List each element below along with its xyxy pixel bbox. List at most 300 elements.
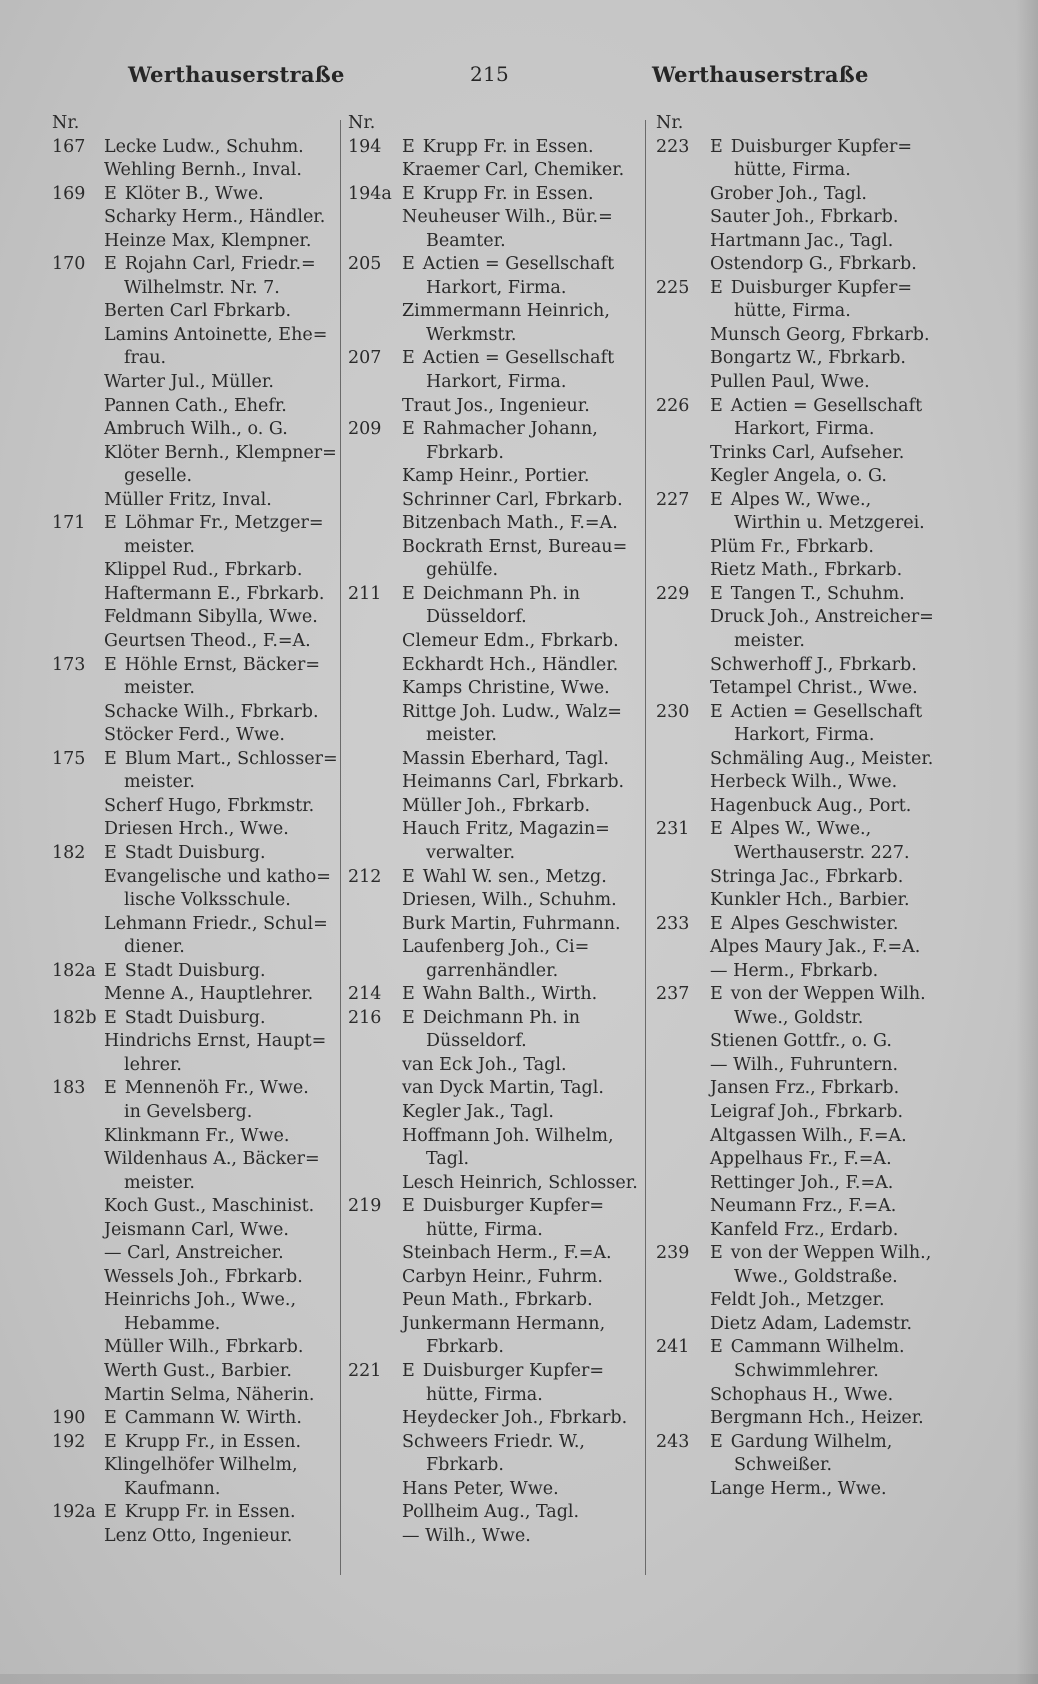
resident-text: Düsseldorf. [426, 607, 527, 628]
resident-line [656, 183, 956, 207]
resident-line [656, 1219, 956, 1243]
resident-line [52, 795, 344, 819]
resident-text: Pullen Paul, Wwe. [710, 372, 870, 393]
house-number: 182a [52, 960, 96, 981]
resident-text: Werkmstr. [426, 324, 517, 345]
owner-marker: E [104, 254, 117, 275]
resident-line [52, 630, 344, 654]
owner-marker: E [710, 1431, 723, 1452]
house-number: 205 [348, 254, 382, 275]
house-entry [656, 1336, 956, 1360]
owner-marker: E [402, 1360, 415, 1381]
house-entry [52, 1431, 344, 1455]
resident-text: Haftermann E., Fbrkarb. [104, 583, 325, 604]
resident-text: Neumann Frz., F.=A. [710, 1196, 897, 1217]
resident-line [656, 1478, 956, 1502]
house-entry [656, 136, 956, 160]
resident-line [656, 1148, 956, 1172]
resident-line [348, 1501, 646, 1525]
resident-text: Bitzenbach Math., F.=A. [402, 513, 618, 534]
resident-text: Cammann W. Wirth. [124, 1408, 302, 1429]
resident-text: Klöter B., Wwe. [124, 183, 264, 204]
resident-text: Alpes W., Wwe., [730, 819, 872, 840]
house-entry [52, 960, 344, 984]
continuation-line [348, 1454, 646, 1478]
resident-line [656, 1125, 956, 1149]
resident-text: lische Volksschule. [124, 890, 291, 911]
house-entry [656, 1431, 956, 1455]
resident-line [52, 230, 344, 254]
resident-line [52, 1336, 344, 1360]
owner-marker: E [710, 395, 723, 416]
resident-text: Fbrkarb. [426, 1337, 504, 1358]
resident-text: Kraemer Carl, Chemiker. [402, 160, 625, 181]
house-number: 190 [52, 1408, 86, 1429]
resident-text: hütte, Firma. [734, 160, 851, 181]
resident-line [52, 606, 344, 630]
page-number: 215 [470, 62, 510, 86]
house-number: 226 [656, 395, 690, 416]
house-number: 194a [348, 183, 392, 204]
resident-line [348, 1266, 646, 1290]
house-number: 229 [656, 583, 690, 604]
resident-text: Sauter Joh., Fbrkarb. [710, 207, 899, 228]
resident-text: Laufenberg Joh., Ci= [402, 937, 590, 958]
resident-line [52, 206, 344, 230]
continuation-line [52, 1101, 344, 1125]
house-number: 225 [656, 277, 690, 298]
resident-text: Hoffmann Joh. Wilhelm, [402, 1125, 614, 1146]
resident-line [656, 1195, 956, 1219]
resident-text: Ambruch Wilh., o. G. [104, 419, 288, 440]
owner-marker: E [710, 489, 723, 510]
continuation-line [348, 371, 646, 395]
house-entry [656, 913, 956, 937]
resident-line [52, 1360, 344, 1384]
resident-text: Driesen, Wilh., Schuhm. [402, 890, 617, 911]
owner-marker: E [402, 183, 415, 204]
house-entry [52, 654, 344, 678]
owner-marker: E [710, 136, 723, 157]
column-middle [348, 112, 646, 1548]
resident-text: Wehling Bernh., Inval. [104, 160, 302, 181]
resident-text: Stringa Jac., Fbrkarb. [710, 866, 904, 887]
resident-text: Schweißer. [734, 1455, 833, 1476]
house-entry [348, 583, 646, 607]
resident-text: Hagenbuck Aug., Port. [710, 795, 912, 816]
house-number: 170 [52, 254, 86, 275]
house-number: 221 [348, 1360, 382, 1381]
resident-text: Lehmann Friedr., Schul= [104, 913, 328, 934]
resident-text: Höhle Ernst, Bäcker= [124, 654, 320, 675]
resident-line [656, 347, 956, 371]
house-number: 214 [348, 984, 382, 1005]
resident-text: Harkort, Firma. [734, 725, 875, 746]
resident-text: Lecke Ludw., Schuhm. [104, 136, 304, 157]
column-nr-label: Nr. [656, 113, 684, 133]
resident-text: Harkort, Firma. [426, 372, 567, 393]
resident-text: Blum Mart., Schlosser= [124, 748, 338, 769]
resident-text: hütte, Firma. [426, 1219, 543, 1240]
resident-text: Kamps Christine, Wwe. [402, 678, 610, 699]
resident-text: Leigraf Joh., Fbrkarb. [710, 1101, 904, 1122]
resident-line [52, 866, 344, 890]
house-number: 239 [656, 1243, 690, 1264]
resident-line [52, 559, 344, 583]
continuation-line [52, 677, 344, 701]
resident-text: Hauch Fritz, Magazin= [402, 819, 610, 840]
resident-text: Actien = Gesellschaft [422, 254, 615, 275]
resident-line [348, 1125, 646, 1149]
resident-text: Lamins Antoinette, Ehe= [104, 324, 328, 345]
resident-text: Krupp Fr. in Essen. [422, 136, 594, 157]
house-number: 237 [656, 984, 690, 1005]
resident-line [348, 630, 646, 654]
continuation-line [348, 1384, 646, 1408]
resident-line [52, 1384, 344, 1408]
resident-line [348, 536, 646, 560]
resident-text: Berten Carl Fbrkarb. [104, 301, 292, 322]
house-number: 169 [52, 183, 86, 204]
resident-line [348, 1172, 646, 1196]
resident-line [52, 583, 344, 607]
resident-text: meister. [426, 725, 497, 746]
resident-line [656, 442, 956, 466]
house-entry [52, 1407, 344, 1431]
owner-marker: E [104, 183, 117, 204]
resident-line [52, 1195, 344, 1219]
resident-text: Hans Peter, Wwe. [402, 1478, 559, 1499]
resident-text: Krupp Fr. in Essen. [124, 1502, 296, 1523]
owner-marker: E [402, 984, 415, 1005]
continuation-line [52, 277, 344, 301]
house-entry [52, 1077, 344, 1101]
resident-text: Schacke Wilh., Fbrkarb. [104, 701, 319, 722]
house-number: 227 [656, 489, 690, 510]
owner-marker: E [710, 913, 723, 934]
house-number: 192 [52, 1431, 86, 1452]
resident-text: Heinrichs Joh., Wwe., [104, 1290, 297, 1311]
continuation-line [52, 465, 344, 489]
resident-text: Schophaus H., Wwe. [710, 1384, 894, 1405]
resident-line [656, 960, 956, 984]
resident-text: — Herm., Fbrkarb. [710, 960, 879, 981]
resident-text: Rojahn Carl, Friedr.= [124, 254, 316, 275]
resident-text: Alpes W., Wwe., [730, 489, 872, 510]
owner-marker: E [710, 819, 723, 840]
resident-line [656, 1289, 956, 1313]
continuation-line [52, 1478, 344, 1502]
continuation-line [656, 1360, 956, 1384]
resident-line [348, 701, 646, 725]
continuation-line [348, 960, 646, 984]
house-entry [348, 183, 646, 207]
house-entry [348, 253, 646, 277]
resident-line [656, 536, 956, 560]
resident-text: Wahn Balth., Wirth. [422, 984, 598, 1005]
resident-line [52, 1125, 344, 1149]
continuation-line [656, 1266, 956, 1290]
continuation-line [52, 536, 344, 560]
resident-line [656, 1054, 956, 1078]
resident-line [52, 300, 344, 324]
resident-line [656, 324, 956, 348]
continuation-line [348, 1219, 646, 1243]
resident-text: hütte, Firma. [734, 301, 851, 322]
house-entry [52, 748, 344, 772]
resident-text: Altgassen Wilh., F.=A. [710, 1125, 907, 1146]
resident-text: Grober Joh., Tagl. [710, 183, 867, 204]
resident-text: Klingelhöfer Wilhelm, [104, 1455, 298, 1476]
resident-text: Kunkler Hch., Barbier. [710, 890, 910, 911]
resident-line [52, 913, 344, 937]
owner-marker: E [402, 866, 415, 887]
resident-text: verwalter. [426, 842, 516, 863]
resident-line [52, 983, 344, 1007]
resident-text: Actien = Gesellschaft [730, 701, 923, 722]
owner-marker: E [104, 1408, 117, 1429]
resident-text: meister. [124, 678, 195, 699]
resident-text: Hindrichs Ernst, Haupt= [104, 1031, 327, 1052]
owner-marker: E [402, 419, 415, 440]
resident-text: Clemeur Edm., Fbrkarb. [402, 631, 619, 652]
house-number: 211 [348, 583, 382, 604]
resident-text: Lesch Heinrich, Schlosser. [402, 1172, 638, 1193]
resident-text: Harkort, Firma. [734, 419, 875, 440]
resident-text: Wwe., Goldstr. [734, 1007, 864, 1028]
continuation-line [656, 1007, 956, 1031]
resident-line [52, 1242, 344, 1266]
owner-marker: E [402, 583, 415, 604]
resident-text: Beamter. [426, 230, 506, 251]
running-head-right: Werthauserstraße [652, 62, 869, 87]
resident-line [348, 1313, 646, 1337]
resident-text: Bergmann Hch., Heizer. [710, 1408, 924, 1429]
resident-text: Actien = Gesellschaft [730, 395, 923, 416]
resident-text: — Carl, Anstreicher. [104, 1243, 284, 1264]
resident-text: Werthauserstr. 227. [734, 842, 910, 863]
resident-text: Koch Gust., Maschinist. [104, 1196, 315, 1217]
resident-text: Krupp Fr. in Essen. [422, 183, 594, 204]
resident-line [348, 913, 646, 937]
resident-text: Jeismann Carl, Wwe. [104, 1219, 289, 1240]
resident-text: Neuheuser Wilh., Bür.= [402, 207, 613, 228]
resident-line [656, 1172, 956, 1196]
resident-line [52, 395, 344, 419]
house-entry [348, 418, 646, 442]
resident-text: Ostendorp G., Fbrkarb. [710, 254, 917, 275]
resident-text: Fbrkarb. [426, 442, 504, 463]
resident-text: Stienen Gottfr., o. G. [710, 1031, 892, 1052]
continuation-line [348, 1030, 646, 1054]
resident-line [52, 418, 344, 442]
owner-marker: E [402, 254, 415, 275]
continuation-line [656, 842, 956, 866]
resident-text: Druck Joh., Anstreicher= [710, 607, 934, 628]
resident-text: Hartmann Jac., Tagl. [710, 230, 894, 251]
owner-marker: E [710, 1337, 723, 1358]
continuation-line [656, 1454, 956, 1478]
owner-marker: E [710, 984, 723, 1005]
resident-text: Wessels Joh., Fbrkarb. [104, 1266, 303, 1287]
resident-text: Klöter Bernh., Klempner= [104, 442, 337, 463]
resident-text: Tetampel Christ., Wwe. [710, 678, 918, 699]
resident-line [52, 159, 344, 183]
resident-text: Feldt Joh., Metzger. [710, 1290, 885, 1311]
resident-text: Krupp Fr., in Essen. [124, 1431, 302, 1452]
house-entry [52, 183, 344, 207]
resident-text: Schwerhoff J., Fbrkarb. [710, 654, 917, 675]
resident-text: Lenz Otto, Ingenieur. [104, 1525, 293, 1546]
resident-text: Plüm Fr., Fbrkarb. [710, 536, 874, 557]
owner-marker: E [104, 1078, 117, 1099]
running-head-left: Werthauserstraße [128, 62, 345, 87]
resident-text: — Wilh., Fuhruntern. [710, 1054, 899, 1075]
resident-line [656, 771, 956, 795]
resident-text: Dietz Adam, Lademstr. [710, 1313, 913, 1334]
house-entry [52, 1501, 344, 1525]
resident-text: geselle. [124, 466, 193, 487]
owner-marker: E [710, 277, 723, 298]
resident-text: Appelhaus Fr., F.=A. [710, 1149, 892, 1170]
owner-marker: E [104, 960, 117, 981]
resident-text: Munsch Georg, Fbrkarb. [710, 324, 930, 345]
resident-text: Schweers Friedr. W., [402, 1431, 585, 1452]
resident-text: meister. [124, 1172, 195, 1193]
resident-text: Deichmann Ph. in [422, 1007, 581, 1028]
resident-line [348, 936, 646, 960]
resident-line [52, 1266, 344, 1290]
owner-marker: E [104, 1431, 117, 1452]
resident-text: Müller Wilh., Fbrkarb. [104, 1337, 304, 1358]
resident-line [52, 1454, 344, 1478]
resident-line [348, 159, 646, 183]
continuation-line [348, 559, 646, 583]
resident-line [656, 1030, 956, 1054]
house-entry [52, 253, 344, 277]
column-nr-label: Nr. [348, 113, 376, 133]
resident-line [656, 1384, 956, 1408]
continuation-line [656, 724, 956, 748]
continuation-line [52, 1054, 344, 1078]
resident-text: Schrinner Carl, Fbrkarb. [402, 489, 623, 510]
resident-text: Duisburger Kupfer= [422, 1196, 605, 1217]
resident-text: Wilhelmstr. Nr. 7. [124, 277, 280, 298]
resident-text: Burk Martin, Fuhrmann. [402, 913, 621, 934]
resident-text: Heydecker Joh., Fbrkarb. [402, 1408, 628, 1429]
resident-text: Stadt Duisburg. [124, 960, 266, 981]
resident-line [348, 489, 646, 513]
resident-text: hütte, Firma. [426, 1384, 543, 1405]
continuation-line [348, 1336, 646, 1360]
resident-text: Scherf Hugo, Fbrkmstr. [104, 795, 315, 816]
house-entry [656, 818, 956, 842]
resident-line [348, 889, 646, 913]
resident-text: Scharky Herm., Händler. [104, 207, 326, 228]
resident-text: Junkermann Hermann, [402, 1313, 606, 1334]
resident-text: Wildenhaus A., Bäcker= [104, 1149, 320, 1170]
resident-line [348, 654, 646, 678]
resident-text: in Gevelsberg. [124, 1101, 253, 1122]
house-number: 175 [52, 748, 86, 769]
house-number: 219 [348, 1196, 382, 1217]
resident-text: Deichmann Ph. in [422, 583, 581, 604]
house-number: 241 [656, 1337, 690, 1358]
resident-line [656, 889, 956, 913]
resident-text: Lange Herm., Wwe. [710, 1478, 887, 1499]
resident-text: Tangen T., Schuhm. [730, 583, 905, 604]
resident-line [52, 1148, 344, 1172]
resident-text: Feldmann Sibylla, Wwe. [104, 607, 318, 628]
resident-text: Peun Math., Fbrkarb. [402, 1290, 593, 1311]
resident-line [348, 1289, 646, 1313]
continuation-line [348, 842, 646, 866]
resident-line [656, 677, 956, 701]
house-number: 192a [52, 1502, 96, 1523]
resident-line [52, 324, 344, 348]
resident-text: Pannen Cath., Ehefr. [104, 395, 287, 416]
resident-text: frau. [124, 348, 167, 369]
page-bottom-shadow [0, 1674, 1038, 1684]
resident-text: Klinkmann Fr., Wwe. [104, 1125, 290, 1146]
resident-text: Geurtsen Theod., F.=A. [104, 631, 311, 652]
house-number: 194 [348, 136, 382, 157]
resident-text: Heinze Max, Klempner. [104, 230, 312, 251]
owner-marker: E [104, 1007, 117, 1028]
resident-text: Fbrkarb. [426, 1455, 504, 1476]
resident-text: Alpes Geschwister. [730, 913, 899, 934]
column-left [52, 112, 344, 1548]
resident-text: Rittge Joh. Ludw., Walz= [402, 701, 622, 722]
resident-text: Kegler Jak., Tagl. [402, 1101, 554, 1122]
continuation-line [348, 324, 646, 348]
column-right [656, 112, 956, 1501]
resident-line [656, 253, 956, 277]
house-entry [656, 489, 956, 513]
house-number: 231 [656, 819, 690, 840]
resident-line [656, 748, 956, 772]
resident-text: Evangelische und katho= [104, 866, 331, 887]
resident-text: van Eck Joh., Tagl. [402, 1054, 567, 1075]
house-entry [348, 1007, 646, 1031]
house-entry [656, 583, 956, 607]
resident-line [348, 1101, 646, 1125]
house-entry [52, 136, 344, 160]
resident-line [52, 489, 344, 513]
continuation-line [348, 230, 646, 254]
house-entry [348, 1195, 646, 1219]
house-number: 243 [656, 1431, 690, 1452]
resident-line [52, 442, 344, 466]
resident-text: — Wilh., Wwe. [402, 1525, 531, 1546]
resident-line [656, 1101, 956, 1125]
resident-text: Heimanns Carl, Fbrkarb. [402, 772, 625, 793]
owner-marker: E [104, 748, 117, 769]
continuation-line [52, 1172, 344, 1196]
resident-text: Carbyn Heinr., Fuhrm. [402, 1266, 603, 1287]
house-number: 183 [52, 1078, 86, 1099]
resident-line [52, 724, 344, 748]
resident-text: Stadt Duisburg. [124, 842, 266, 863]
house-number: 233 [656, 913, 690, 934]
resident-text: Harkort, Firma. [426, 277, 567, 298]
owner-marker: E [710, 583, 723, 604]
resident-line [52, 371, 344, 395]
resident-line [656, 1407, 956, 1431]
resident-line [656, 795, 956, 819]
resident-text: Tagl. [426, 1149, 470, 1170]
resident-text: Rietz Math., Fbrkarb. [710, 560, 903, 581]
